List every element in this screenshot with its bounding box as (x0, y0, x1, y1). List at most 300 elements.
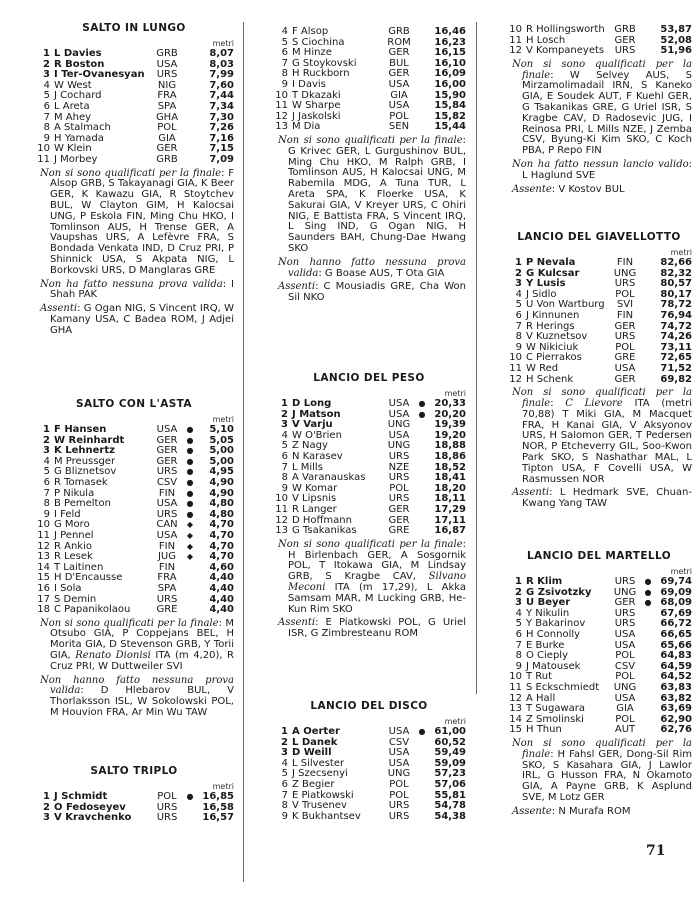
performance: 52,08 (660, 34, 692, 46)
performance: 7,16 (209, 132, 234, 144)
note-text: ITA (metri 70,88) T Miki GIA, M Macquet FRA, H Kanai GIA, V Aksyonov URS, H Salomon GER, T Pedersen NOR, P Etcheverry GIL, Soo-Kwon Park SKO, S Nashathar MAL, L Tipton USA, F Covelli USA, W Rasmussen NOR (522, 397, 692, 485)
notes (248, 136, 470, 304)
rank-cell: 7 (515, 320, 522, 332)
nation-code: USA (388, 747, 410, 759)
rank-cell: 4 (515, 288, 522, 300)
performance: 59,49 (434, 747, 466, 759)
record-mark: ● (186, 509, 194, 519)
nation-code: USA (614, 628, 636, 640)
rank-cell: 3 (515, 278, 522, 290)
rank-cell: 7 (43, 487, 50, 499)
rank-cell: 12 (509, 373, 522, 385)
nation-code: CSV (614, 660, 636, 672)
record-mark: ◆ (186, 530, 194, 540)
performance: 7,09 (209, 153, 234, 165)
performance: 4,70 (209, 519, 234, 531)
athlete-name: V Kuznetsov (526, 331, 588, 343)
athlete-name: U Beyer (526, 597, 571, 609)
result-row (482, 258, 696, 269)
rank-cell: 2 (43, 58, 50, 70)
note-text: : I Shah PAK (50, 278, 234, 301)
note-text: : L Haglund SVE (522, 158, 692, 181)
nation-code: SPA (157, 582, 177, 594)
athlete-name: M Dia (292, 121, 321, 133)
nation-code: JUG (157, 551, 177, 563)
athlete-name: V Kravchenko (54, 812, 132, 824)
nation-code: CSV (388, 736, 410, 748)
note-text: : G Boase AUS, T Ota GIA (318, 267, 445, 279)
rank-cell: 12 (275, 110, 288, 122)
performance: 19,20 (434, 429, 466, 441)
rank-cell: 13 (275, 121, 288, 133)
rank-cell: 1 (515, 576, 522, 587)
rank-cell: 5 (43, 90, 50, 102)
athlete-name: T Sugawara (526, 703, 585, 715)
note-label: Non si sono qualificati per la finale (512, 737, 692, 760)
performance: 5,00 (209, 445, 234, 457)
section-title: LANCIO DEL PESO (313, 372, 425, 384)
nation-code: URS (156, 812, 178, 824)
rank-cell: 1 (43, 791, 50, 802)
record-mark: ● (186, 425, 194, 434)
nation-code: POL (157, 791, 177, 802)
results-table (248, 399, 470, 537)
nation-code: FIN (158, 540, 176, 552)
athlete-name: W Sharpe (292, 100, 341, 112)
athlete-name: D Weill (292, 747, 332, 759)
performance: 4,40 (209, 593, 234, 605)
note-label: Assenti (512, 487, 550, 499)
athlete-name: Y Lusis (526, 278, 566, 290)
result-row (482, 311, 696, 322)
note-text: ITA (m 4,20), R Cruz PRI, W Duttweiler SVI (50, 650, 235, 672)
performance: 7,26 (209, 122, 234, 134)
rank-cell: 8 (43, 498, 50, 510)
rank-cell: 6 (515, 309, 522, 321)
section-salto-con-asta (10, 398, 238, 719)
athlete-name: K Lehnertz (54, 445, 115, 457)
rank-cell: 16 (37, 582, 50, 594)
rank-cell: 3 (515, 597, 522, 609)
athlete-name: S Ciochina (292, 36, 345, 48)
nation-code: URS (614, 607, 636, 619)
nation-code: POL (389, 778, 409, 790)
nation-code: USA (388, 429, 410, 441)
athlete-name: W Komar (292, 482, 338, 494)
nation-code: URS (614, 278, 636, 290)
nation-code: URS (388, 450, 410, 462)
section-lancio-del-disco-cont (482, 25, 696, 195)
performance: 67,69 (660, 607, 692, 619)
rank-cell: 5 (281, 36, 288, 48)
athlete-name: A Hall (526, 692, 556, 704)
nation-code: GER (614, 373, 636, 385)
nation-code: GER (614, 320, 636, 332)
result-row (10, 584, 238, 595)
section-lancio-del-disco (248, 700, 470, 822)
nation-code: GIA (158, 132, 176, 144)
nation-code: POL (615, 713, 635, 725)
performance: 5,05 (209, 434, 234, 446)
section-salto-triplo-cont (248, 27, 470, 304)
nation-code: POL (615, 650, 635, 662)
performance: 59,09 (434, 757, 466, 769)
nation-code: URS (614, 576, 636, 587)
nation-code: URS (156, 593, 178, 605)
section-lancio-del-giavellotto (482, 231, 696, 510)
performance: 4,90 (209, 476, 234, 488)
rank-cell: 5 (515, 618, 522, 630)
result-row (482, 46, 696, 57)
rank-cell: 4 (43, 79, 50, 91)
note-paragraph (482, 739, 696, 804)
note-text: : V Kostov BUL (551, 183, 625, 195)
rank-cell: 11 (509, 362, 522, 374)
rank-cell: 9 (515, 660, 522, 672)
performance: 73,11 (660, 341, 692, 353)
rank-cell: 9 (515, 341, 522, 353)
performance: 74,26 (660, 331, 692, 343)
rank-cell: 6 (281, 47, 288, 59)
results-table (482, 25, 696, 57)
athlete-name: G Moro (54, 519, 90, 531)
athlete-name: W Klein (54, 143, 92, 155)
athlete-name: J Sidlo (526, 288, 557, 300)
performance: 16,10 (434, 57, 466, 69)
rank-cell: 11 (509, 34, 522, 46)
performance: 18,86 (434, 450, 466, 462)
unit-label: metri (444, 389, 466, 398)
nation-code: POL (615, 671, 635, 683)
note-label: Assente (512, 805, 552, 817)
result-row (248, 27, 470, 38)
rank-cell: 13 (275, 525, 288, 537)
result-row (248, 780, 470, 791)
athlete-name: C Pierrakos (526, 352, 582, 364)
nation-code: USA (156, 424, 178, 435)
athlete-name: P Nevala (526, 257, 576, 268)
rank-cell: 10 (275, 493, 288, 505)
athlete-name: J Kinnunen (526, 309, 580, 321)
athlete-name: Y Bakarinov (526, 618, 586, 630)
record-mark: ● (186, 499, 194, 509)
athlete-name: G Kulcsar (526, 267, 580, 279)
rank-cell: 6 (515, 628, 522, 640)
note-text: : C Mousiadis GRE, Cha Won Sil NKO (288, 281, 466, 304)
nation-code: USA (156, 498, 178, 510)
athlete-name: R Ankio (54, 540, 92, 552)
rank-cell: 12 (509, 45, 522, 57)
nation-code: URS (388, 493, 410, 505)
performance: 4,40 (209, 582, 234, 594)
note-label: Non si sono qualificati per la finale (40, 617, 219, 629)
athlete-name: F Alsop (292, 26, 329, 37)
result-row (10, 813, 238, 824)
nation-code: USA (388, 757, 410, 769)
nation-code: URS (156, 508, 178, 520)
rank-cell: 2 (515, 267, 522, 279)
note-paragraph (248, 282, 470, 304)
note-text: : E Piatkowski POL, G Uriel ISR, G Zimbresteanu ROM (288, 617, 466, 640)
performance: 18,41 (434, 472, 466, 484)
performance: 15,84 (434, 100, 466, 112)
performance: 20,20 (434, 408, 466, 420)
section-lancio-del-martello (482, 550, 696, 817)
unit-label: metri (670, 567, 692, 576)
athlete-name: J Matson (292, 408, 341, 420)
nation-code: FIN (616, 309, 634, 321)
page-number: 71 (646, 843, 666, 859)
result-row (248, 452, 470, 463)
record-mark: ◆ (186, 552, 194, 562)
rank-cell: 12 (37, 540, 50, 552)
record-mark: ● (186, 467, 194, 477)
performance: 63,82 (660, 692, 692, 704)
result-row (482, 630, 696, 641)
performance: 4,90 (209, 487, 234, 499)
nation-code: GRB (388, 26, 410, 37)
nation-code: FIN (616, 257, 634, 268)
nation-code: URS (388, 472, 410, 484)
performance: 16,09 (434, 68, 466, 80)
notes (482, 60, 696, 196)
note-label: Assenti (40, 303, 78, 315)
athlete-name: H Connolly (526, 628, 581, 640)
nation-code: POL (389, 110, 409, 122)
athlete-name: J Jaskolski (292, 110, 341, 122)
athlete-name: A Oerter (292, 726, 340, 737)
section-lancio-del-peso (248, 372, 470, 640)
section-title: LANCIO DEL MARTELLO (526, 550, 672, 562)
athlete-name: F Hansen (54, 424, 107, 435)
performance: 55,81 (434, 789, 466, 801)
rank-cell: 1 (281, 726, 288, 737)
performance: 63,69 (660, 703, 692, 715)
note-paragraph (248, 136, 470, 255)
nation-code: CSV (156, 476, 178, 488)
athlete-name: W West (54, 79, 92, 91)
nation-code: USA (388, 78, 410, 90)
performance: 15,90 (434, 89, 466, 101)
nation-code: URS (156, 466, 178, 478)
athlete-name: P Nikula (54, 487, 95, 499)
rank-cell: 2 (281, 408, 288, 420)
rank-cell: 2 (43, 434, 50, 446)
results-table (10, 425, 238, 616)
nation-code: SPA (157, 100, 177, 112)
performance: 64,59 (660, 660, 692, 672)
nation-code: GER (156, 445, 178, 457)
nation-code: GHA (155, 111, 179, 123)
rank-cell: 15 (37, 572, 50, 584)
section-title: SALTO IN LUNGO (82, 22, 186, 34)
rank-cell: 8 (281, 68, 288, 80)
rank-cell: 1 (281, 398, 288, 409)
result-row (10, 102, 238, 113)
rank-cell: 3 (43, 812, 50, 824)
nation-code: POL (389, 789, 409, 801)
athlete-name: R Langer (292, 503, 337, 515)
notes (10, 169, 238, 337)
performance: 62,90 (660, 713, 692, 725)
nation-code: CAN (156, 519, 178, 531)
record-mark: ● (186, 477, 194, 487)
unit-label: metri (212, 39, 234, 48)
performance: 71,52 (660, 362, 692, 374)
performance: 69,09 (660, 586, 692, 598)
performance: 76,94 (660, 309, 692, 321)
performance: 16,58 (202, 801, 234, 813)
athlete-name: A Varanauskas (292, 472, 366, 484)
note-paragraph (482, 488, 696, 510)
athlete-name: J Morbey (54, 153, 98, 165)
performance: 51,96 (660, 45, 692, 57)
athlete-name: H Yamada (54, 132, 104, 144)
performance: 4,40 (209, 572, 234, 584)
section-salto-triplo (10, 765, 238, 824)
performance: 4,40 (209, 604, 234, 616)
rank-cell: 4 (515, 607, 522, 619)
section-title: LANCIO DEL DISCO (310, 700, 428, 712)
result-row (248, 812, 470, 823)
nation-code: GRE (614, 352, 636, 364)
note-italic-name: Silvano Meconi (288, 571, 466, 593)
athlete-name: G Zsivotzky (526, 586, 592, 598)
section-salto-in-lungo (10, 22, 238, 336)
record-mark: ● (644, 587, 652, 597)
rank-cell: 9 (281, 78, 288, 90)
nation-code: GRE (156, 604, 178, 616)
rank-cell: 8 (515, 331, 522, 343)
performance: 80,57 (660, 278, 692, 290)
nation-code: GER (388, 514, 410, 526)
rank-cell: 18 (37, 604, 50, 616)
athlete-name: Y Nikulin (526, 607, 570, 619)
rank-cell: 8 (515, 650, 522, 662)
notes (482, 388, 696, 510)
rank-cell: 4 (281, 26, 288, 37)
athlete-name: L Danek (292, 736, 338, 748)
rank-cell: 2 (281, 736, 288, 748)
note-italic-name: Renato Dionisi (75, 650, 151, 662)
athlete-name: L Silvester (292, 757, 345, 769)
performance: 19,39 (434, 419, 466, 431)
nation-code: NZE (388, 461, 410, 473)
result-row (10, 155, 238, 166)
notes (248, 540, 470, 640)
nation-code: POL (389, 482, 409, 494)
nation-code: USA (614, 639, 636, 651)
result-row (482, 375, 696, 386)
rank-cell: 12 (509, 692, 522, 704)
rank-cell: 11 (37, 529, 50, 541)
result-row (248, 122, 470, 133)
results-table (482, 577, 696, 736)
record-mark: ● (186, 488, 194, 498)
rank-cell: 9 (281, 810, 288, 822)
performance: 64,52 (660, 671, 692, 683)
nation-code: USA (388, 100, 410, 112)
performance: 16,00 (434, 78, 466, 90)
athlete-name: W Nikiciuk (526, 341, 579, 353)
rank-cell: 8 (43, 122, 50, 134)
result-row (482, 25, 696, 36)
rank-cell: 3 (43, 445, 50, 457)
rank-cell: 2 (515, 586, 522, 598)
athlete-name: I Ter-Ovanesyan (54, 69, 145, 81)
rank-cell: 9 (43, 508, 50, 520)
record-mark: ● (186, 435, 194, 445)
nation-code: UNG (613, 586, 637, 598)
note-paragraph (482, 160, 696, 182)
nation-code: URS (388, 810, 410, 822)
athlete-name: J Szecsenyi (292, 768, 348, 780)
performance: 16,46 (434, 26, 466, 37)
note-label: Non si sono qualificati per la finale (40, 167, 222, 179)
rank-cell: 11 (37, 153, 50, 165)
athlete-name: R Boston (54, 58, 105, 70)
performance: 4,70 (209, 540, 234, 552)
nation-code: USA (388, 726, 410, 737)
athlete-name: L Mills (292, 461, 323, 473)
note-paragraph (10, 169, 238, 277)
nation-code: USA (614, 692, 636, 704)
performance: 16,15 (434, 47, 466, 59)
performance: 57,06 (434, 778, 466, 790)
result-row (482, 364, 696, 375)
result-row (248, 505, 470, 516)
note-label: Non si sono qualificati per la finale (512, 387, 692, 409)
athlete-name: T Rut (526, 671, 553, 683)
record-mark: ● (186, 446, 194, 456)
athlete-name: N Karasev (292, 450, 343, 462)
performance: 54,38 (434, 810, 466, 822)
nation-code: GRB (156, 153, 178, 165)
rank-cell: 4 (281, 757, 288, 769)
athlete-name: M Preussger (54, 455, 116, 467)
note-text: : N Murafa ROM (551, 805, 631, 817)
result-row (482, 683, 696, 694)
section-title: SALTO CON L'ASTA (76, 398, 192, 410)
rank-cell: 6 (43, 476, 50, 488)
result-row (248, 399, 470, 410)
rank-cell: 3 (281, 747, 288, 759)
performance: 15,82 (434, 110, 466, 122)
performance: 69,74 (660, 576, 692, 587)
rank-cell: 13 (509, 703, 522, 715)
note-text: : L Hedmark SVE, Chuan-Kwang Yang TAW (522, 487, 692, 510)
performance: 4,60 (209, 561, 234, 573)
athlete-name: T Laitinen (54, 561, 104, 573)
performance: 7,34 (209, 100, 234, 112)
athlete-name: M Ahey (54, 111, 92, 123)
athlete-name: E Burke (526, 639, 565, 651)
rank-cell: 14 (509, 713, 522, 725)
record-mark: ● (644, 577, 652, 586)
note-paragraph (248, 540, 470, 616)
performance: 65,66 (660, 639, 692, 651)
nation-code: FIN (158, 487, 176, 499)
nation-code: SEN (388, 121, 410, 133)
performance: 5,00 (209, 455, 234, 467)
nation-code: GER (388, 503, 410, 515)
result-row (10, 792, 238, 803)
note-paragraph (10, 676, 238, 719)
performance: 72,65 (660, 352, 692, 364)
rank-cell: 10 (37, 519, 50, 531)
note-text: : H Birlenbach GER, A Sosgornik POL, T Itokawa GIA, M Lindsay GRB, S Kragbe CAV, (288, 538, 466, 583)
athlete-name: J Schmidt (54, 791, 108, 802)
